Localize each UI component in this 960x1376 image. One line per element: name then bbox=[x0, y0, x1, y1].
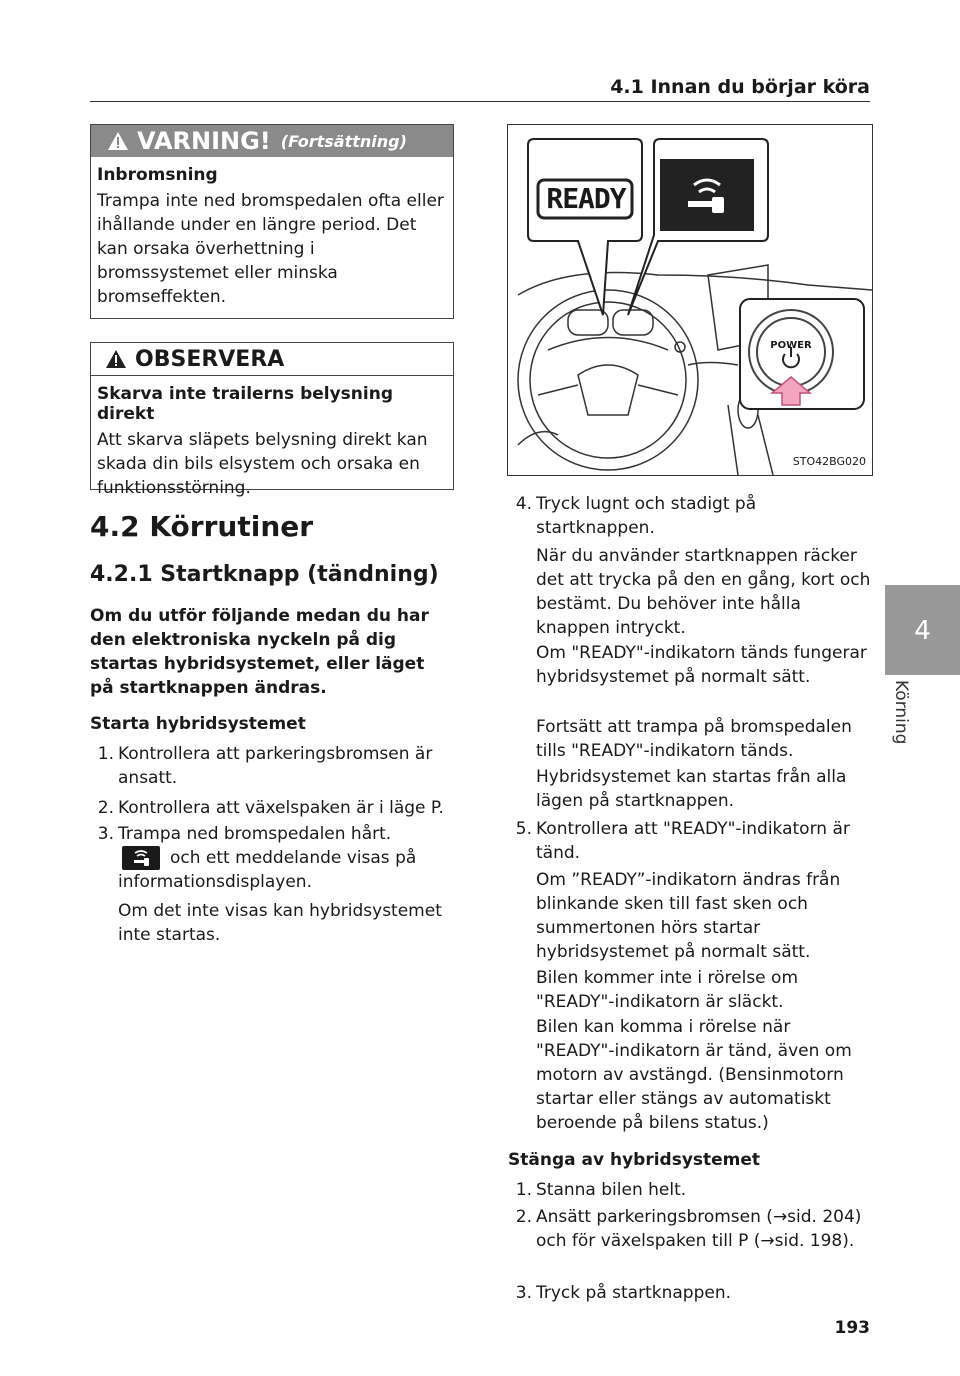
notice-triangle-icon bbox=[105, 349, 127, 369]
list-number: 2. bbox=[97, 798, 114, 818]
list-text: Tryck lugnt och stadigt på startknappen. bbox=[536, 494, 757, 538]
stop-title: Stänga av hybridsystemet bbox=[508, 1150, 761, 1170]
start-note-2: Om det inte visas kan hybridsystemet inte startas. bbox=[118, 901, 442, 945]
list-number: 1. bbox=[515, 1180, 532, 1200]
intro-text: Om du utför följande medan du har den elektroniska nyckeln på dig startas hybridsystemet, eller läget på startknappen ändras. bbox=[90, 606, 429, 698]
step5-para-2: Bilen kommer inte i rörelse om "READY"-indikatorn är släckt. bbox=[536, 968, 799, 1012]
section-title: 4.2 Körrutiner bbox=[90, 510, 314, 543]
chapter-label-text: Körning bbox=[891, 680, 911, 745]
notice-section-title: Skarva inte trailerns belysning direkt bbox=[97, 384, 393, 424]
notice-box bbox=[90, 342, 454, 498]
step4-para-2: Om "READY"-indikatorn tänds fungerar hybridsystemet på normalt sätt. bbox=[536, 643, 867, 687]
chapter-tab-label bbox=[883, 680, 923, 800]
start-button-figure bbox=[507, 124, 873, 476]
notice-title: OBSERVERA bbox=[135, 346, 285, 372]
ready-label: READY bbox=[546, 182, 626, 215]
list-number: 5. bbox=[515, 819, 532, 839]
list-number: 3. bbox=[515, 1283, 532, 1303]
list-text: Kontrollera att växelspaken är i läge P. bbox=[118, 798, 444, 818]
list-text: Trampa ned bromspedalen hårt. bbox=[118, 824, 392, 844]
dashboard-illustration bbox=[508, 125, 872, 475]
figure-code: STO42BG020 bbox=[792, 455, 866, 468]
step4-para-1: När du använder startknappen räcker det att trycka på den en gång, kort och bestämt. Du behöver inte hålla knappen intryckt. bbox=[536, 546, 871, 638]
start-title: Starta hybridsystemet bbox=[90, 714, 306, 734]
step5-para-3: Bilen kan komma i rörelse när "READY"-indikatorn är tänd, även om motorn av avstängd. (Bensinmotorn startar eller stängs av automatiskt beroende på bilens status.) bbox=[536, 1017, 852, 1133]
warning-box bbox=[90, 124, 454, 319]
notice-text: Att skarva släpets belysning direkt kan skada din bils elsystem och orsaka en funktionsstörning. bbox=[97, 430, 428, 498]
step4-para-3: Fortsätt att trampa på bromspedalen tills "READY"-indikatorn tänds. bbox=[536, 717, 852, 761]
list-text: Kontrollera att "READY"-indikatorn är tänd. bbox=[536, 819, 850, 863]
step4-para-4: Hybridsystemet kan startas från alla lägen på startknappen. bbox=[536, 767, 847, 811]
warning-subtitle: (Fortsättning) bbox=[280, 131, 407, 151]
power-label: POWER bbox=[770, 340, 812, 351]
subsection-title: 4.2.1 Startknapp (tändning) bbox=[90, 562, 439, 587]
warning-header bbox=[91, 125, 453, 157]
list-text: Kontrollera att parkeringsbromsen är ansatt. bbox=[118, 744, 433, 788]
list-number: 2. bbox=[515, 1207, 532, 1227]
chapter-tab: 4 bbox=[885, 585, 960, 675]
list-number: 4. bbox=[515, 494, 532, 514]
header-rule bbox=[90, 101, 870, 102]
list-text: Ansätt parkeringsbromsen (→sid. 204) och för växelspaken till P (→sid. 198). bbox=[536, 1207, 862, 1251]
list-text: Stanna bilen helt. bbox=[536, 1180, 687, 1200]
notice-header bbox=[91, 343, 453, 376]
warning-triangle-icon bbox=[107, 131, 129, 151]
warning-section-title: Inbromsning bbox=[97, 165, 218, 185]
running-header: 4.1 Innan du börjar köra bbox=[610, 76, 870, 98]
list-text: Tryck på startknappen. bbox=[536, 1283, 731, 1303]
start-note-1 bbox=[118, 846, 450, 894]
warning-text: Trampa inte ned bromspedalen ofta eller ihållande under en längre period. Det kan orsaka överhettning i bromssystemet eller minska bromseffekten. bbox=[97, 191, 444, 307]
step5-para-1: Om ”READY”-indikatorn ändras från blinkande sken till fast sken och summertonen hörs startar hybridsystemet på normalt sätt. bbox=[536, 870, 841, 962]
warning-title: VARNING! bbox=[137, 127, 271, 155]
start-note-1-text: och ett meddelande visas på informationsdisplayen. bbox=[118, 848, 417, 892]
list-number: 1. bbox=[97, 744, 114, 764]
page-number: 193 bbox=[834, 1318, 870, 1338]
list-number: 3. bbox=[97, 824, 114, 844]
